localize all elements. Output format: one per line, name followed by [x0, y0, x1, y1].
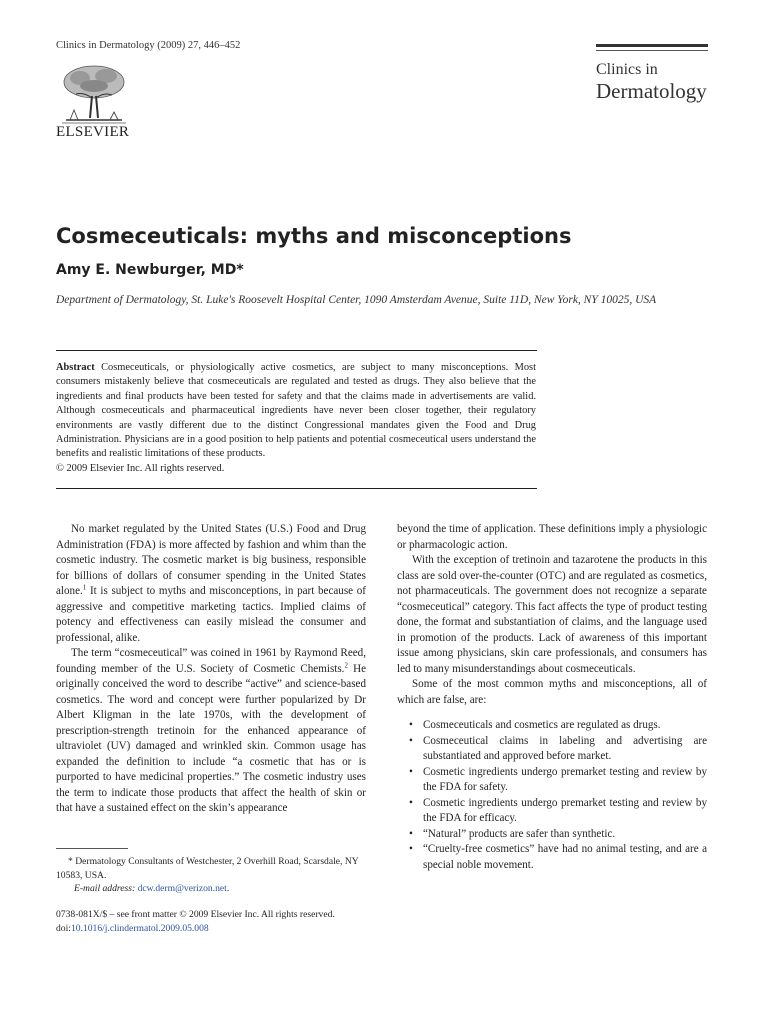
- list-item: • “Natural” products are safer than synthetic.: [397, 827, 707, 843]
- reference-2[interactable]: 2: [344, 660, 348, 669]
- paragraph: Some of the most common myths and misconceptions, all of which are false, are:: [397, 678, 707, 706]
- abstract-text: Cosmeceuticals, or physiologically active cosmetics, are subject to many misconceptions. Most consumers mistakenly believe that cosmeceuticals are regulated and tested as drugs. They also believe that the ingredients and final products have been tested for safety and that the claims made in advertisements are valid. Although cosmeceuticals and pharmaceutical ingredients have never been closer together, their regulatory environments are vastly different due to the distinct Congressional mandates given the Food and Drug Administration. Physicians are in a good position to help patients and potential cosmeceutical users understand the benefits and realistic limitations of these products.: [56, 362, 536, 460]
- front-matter: 0738-081X/$ – see front matter © 2009 Elsevier Inc. All rights reserved. doi:10.1016/j.clindermatol.2009.05.008: [56, 908, 396, 935]
- author-footnote: * Dermatology Consultants of Westchester, 2 Overhill Road, Scarsdale, NY 10583, USA. E-mail address: dcw.derm@verizon.net.: [56, 856, 359, 894]
- article-title: Cosmeceuticals: myths and misconceptions: [56, 224, 572, 248]
- abstract-label: Abstract: [56, 362, 95, 373]
- author-affiliation: Department of Dermatology, St. Luke's Roosevelt Hospital Center, 1090 Amsterdam Avenue, Suite 11D, New York, NY 10025, USA: [56, 294, 657, 306]
- journal-name-line2: Dermatology: [596, 79, 707, 103]
- paragraph: No market regulated by the United States (U.S.) Food and Drug Administration (FDA) is more affected by fashion and whim than the cosmetic industry. The cosmetic market is big business, responsible for billions of dollars of consumer spending in the United States alone.$^1$ It is subject to myths and misconceptions, in part because of aggressive and competitive marketing tactics. Implied claims of potency and effectiveness can easily mislead the consumer and professional, alike.: [56, 523, 366, 644]
- journal-citation: Clinics in Dermatology (2009) 27, 446–452: [56, 40, 241, 51]
- reference-1[interactable]: 1: [82, 583, 87, 592]
- list-item: • Cosmetic ingredients undergo premarket testing and review by the FDA for safety.: [397, 765, 707, 796]
- list-item: • Cosmetic ingredients undergo premarket testing and review by the FDA for efficacy.: [397, 796, 707, 827]
- article-author: Amy E. Newburger, MD*: [56, 262, 244, 278]
- abstract-bottom-rule: [56, 488, 537, 489]
- elsevier-tree-logo: [56, 62, 132, 126]
- publisher-name: ELSEVIER: [56, 124, 130, 140]
- paragraph: The term “cosmeceutical” was coined in 1961 by Raymond Reed, founding member of the U.S. Society of Cosmetic Chemists.$^2$ He originally conceived the word to describe “active” and science-based cosmetics. The word and concept were further popularized by Dr Albert Kligman in the late 1970s, with the development of prescription-strength tretinoin for the enhanced appearance of ultraviolet (UV) damaged and wrinkled skin. Common usage has expanded the definition to include “a cosmetic that has or is purported to have medicinal properties.” The cosmetic industry uses the term to indicate those products that affect the health of skin or that have a sustained effect on the skin’s appearance: [56, 647, 366, 814]
- journal-rule: [596, 44, 708, 47]
- abstract-copyright: © 2009 Elsevier Inc. All rights reserved.: [56, 462, 225, 474]
- left-column: [56, 522, 366, 817]
- paragraph: beyond the time of application. These definitions imply a physiologic or pharmacologic action.: [397, 523, 707, 551]
- abstract: [56, 361, 536, 476]
- paragraph: With the exception of tretinoin and tazarotene the products in this class are sold over-the-counter (OTC) and are regulated as cosmetics, not pharmaceuticals. The government does not recognize a separate “cosmeceutical” category. This fact affects the type of product testing done, the format and substantiation of claims, and the language used in promotion of the products. Lack of awareness of this important issue among physicians, skin care professionals, and consumers has led to many misunderstandings about cosmeceuticals.: [397, 554, 707, 675]
- myths-list: [397, 718, 707, 873]
- journal-rule-thin: [596, 50, 708, 51]
- doi-link[interactable]: 10.1016/j.clindermatol.2009.05.008: [70, 922, 209, 934]
- list-item: • Cosmeceuticals and cosmetics are regulated as drugs.: [397, 718, 707, 734]
- list-item: • “Cruelty-free cosmetics” have had no animal testing, and are a special noble movement.: [397, 842, 707, 873]
- footnote-rule: [56, 848, 128, 849]
- issn-line: 0738-081X/$ – see front matter © 2009 Elsevier Inc. All rights reserved.: [56, 909, 335, 920]
- list-item: • Cosmeceutical claims in labeling and advertising are substantiated and approved before market.: [397, 734, 707, 765]
- right-column: [397, 522, 707, 873]
- journal-name-line1: Clinics in: [596, 61, 658, 78]
- abstract-top-rule: [56, 350, 537, 351]
- email-link[interactable]: dcw.derm@verizon.net: [137, 883, 227, 894]
